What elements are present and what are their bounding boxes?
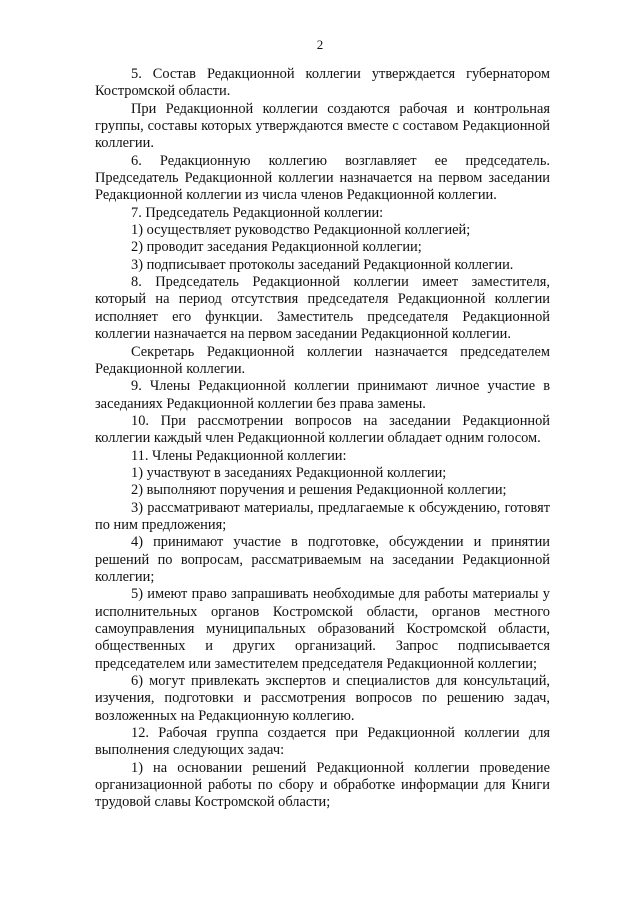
paragraph-11-item-5: 5) имеют право запрашивать необходимые для работы материалы у исполнительных органов Костромской области, органов местного самоуправления муниципальных образований Костромской области, общественных и других организаций. Запрос подписывается председателем или заместителем председателя Редакционной коллегии; xyxy=(95,586,550,672)
document-body xyxy=(95,66,550,812)
paragraph-11: 11. Члены Редакционной коллегии: xyxy=(131,447,347,464)
paragraph-7: 7. Председатель Редакционной коллегии: xyxy=(131,204,384,221)
paragraph-8-secretary: Секретарь Редакционной коллегии назначается председателем Редакционной коллегии. xyxy=(95,343,550,377)
paragraph-12: 12. Рабочая группа создается при Редакционной коллегии для выполнения следующих задач: xyxy=(95,725,550,759)
paragraph-11-item-2: 2) выполняют поручения и решения Редакционной коллегии; xyxy=(131,482,507,499)
paragraph-10: 10. При рассмотрении вопросов на заседании Редакционной коллегии каждый член Редакционной коллегии обладает одним голосом. xyxy=(95,412,550,447)
paragraph-5: 5. Состав Редакционной коллегии утверждается губернатором Костромской области. xyxy=(95,66,550,100)
paragraph-7-item-3: 3) подписывает протоколы заседаний Редакционной коллегии. xyxy=(131,256,514,273)
paragraph-6: 6. Редакционную коллегию возглавляет ее председатель. Председатель Редакционной коллегии назначается на первом заседании Редакционной коллегии из числа членов Редакционной коллегии. xyxy=(95,152,550,204)
paragraph-7-item-1: 1) осуществляет руководство Редакционной коллегией; xyxy=(131,222,471,239)
paragraph-8: 8. Председатель Редакционной коллегии имеет заместителя, который на период отсутствия председателя Редакционной коллегии исполняет его функции. Заместитель председателя Редакционной коллегии назначается на первом заседании Редакционной коллегии. xyxy=(95,274,550,343)
paragraph-11-item-1: 1) участвуют в заседаниях Редакционной коллегии; xyxy=(131,464,447,481)
paragraph-11-item-6: 6) могут привлекать экспертов и специалистов для консультаций, изучения, подготовки и рассмотрения вопросов по решению задач, возложенных на Редакционную коллегию. xyxy=(95,673,550,724)
paragraph-11-item-3: 3) рассматривают материалы, предлагаемые к обсуждению, готовят по ним предложения; xyxy=(95,499,550,533)
page-number: 2 xyxy=(316,37,324,52)
paragraph-9: 9. Члены Редакционной коллегии принимают личное участие в заседаниях Редакционной коллегии без права замены. xyxy=(95,378,550,412)
paragraph-12-item-1: 1) на основании решений Редакционной коллегии проведение организационной работы по сбору и обработке информации для Книги трудовой славы Костромской области; xyxy=(95,759,550,811)
paragraph-5-groups: При Редакционной коллегии создаются рабочая и контрольная группы, составы которых утверждаются вместе с составом Редакционной коллегии. xyxy=(95,100,550,152)
paragraph-7-item-2: 2) проводит заседания Редакционной коллегии; xyxy=(131,239,422,256)
paragraph-11-item-4: 4) принимают участие в подготовке, обсуждении и принятии решений по вопросам, рассматриваемым на заседании Редакционной коллегии; xyxy=(95,534,550,585)
